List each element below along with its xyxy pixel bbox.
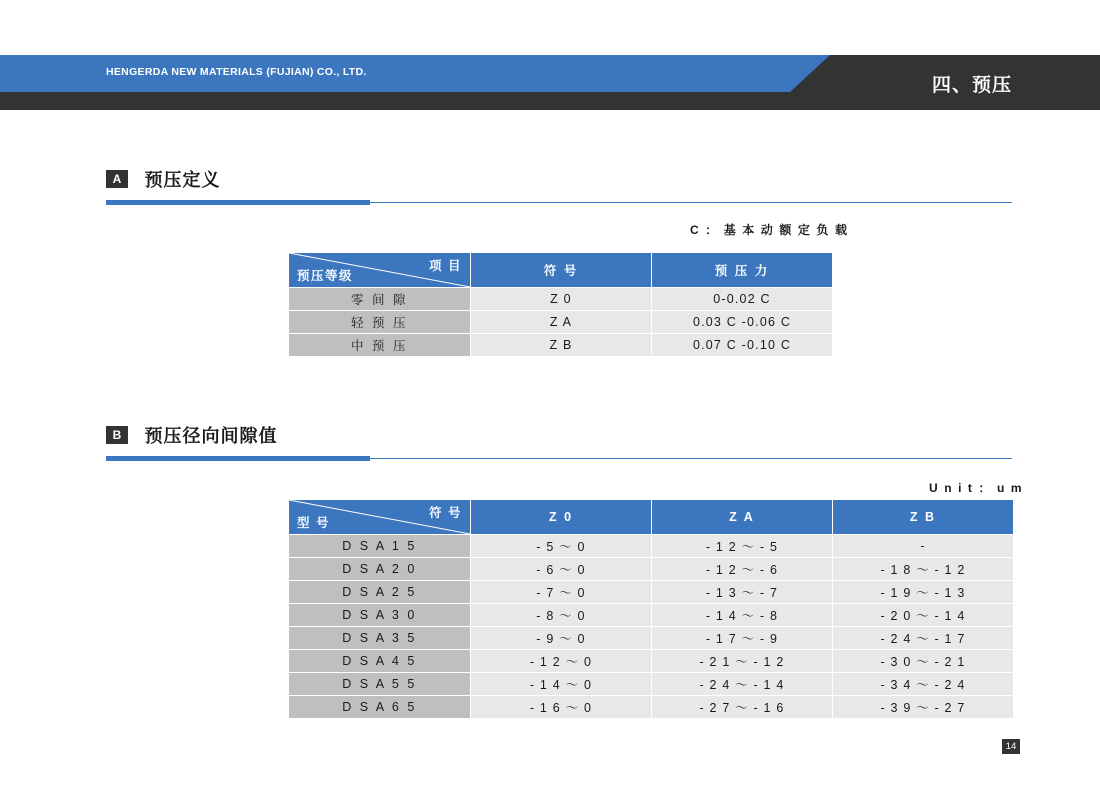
table-b-row7-model: D S A 6 5 bbox=[289, 696, 471, 719]
table-b-row6-zb: - 3 4 ～ - 2 4 bbox=[833, 673, 1014, 696]
table-b-row7-za: - 2 7 ～ - 1 6 bbox=[652, 696, 833, 719]
table-b-corner-topright: 符 号 bbox=[429, 506, 462, 520]
table-row bbox=[289, 334, 833, 357]
table-a-row1-level: 轻 预 压 bbox=[289, 311, 471, 334]
table-row bbox=[289, 696, 1014, 719]
table-b-row5-model: D S A 4 5 bbox=[289, 650, 471, 673]
table-a-row2-force: 0.07 C -0.10 C bbox=[652, 334, 833, 357]
table-b-row3-za: - 1 4 ～ - 8 bbox=[652, 604, 833, 627]
table-a-row2-level: 中 预 压 bbox=[289, 334, 471, 357]
table-b-row0-za: - 1 2 ～ - 5 bbox=[652, 535, 833, 558]
table-a-corner-cell bbox=[289, 253, 471, 288]
table-a-corner-bottomleft: 预压等级 bbox=[297, 269, 354, 283]
table-row bbox=[289, 288, 833, 311]
table-row bbox=[289, 535, 1014, 558]
table-b-row4-model: D S A 3 5 bbox=[289, 627, 471, 650]
table-a-row2-symbol: Z B bbox=[471, 334, 652, 357]
table-row bbox=[289, 558, 1014, 581]
section-b-heading bbox=[106, 422, 1012, 461]
section-a-rule-thick bbox=[106, 200, 370, 205]
table-row bbox=[289, 627, 1014, 650]
table-a-row0-symbol: Z 0 bbox=[471, 288, 652, 311]
table-row bbox=[289, 673, 1014, 696]
section-b-title: 预压径向间隙值 bbox=[144, 426, 278, 446]
table-b-row1-z0: - 6 ～ 0 bbox=[471, 558, 652, 581]
table-b-caption: U n i t ： u m bbox=[929, 481, 1024, 495]
table-a-caption: C ： 基 本 动 额 定 负 载 bbox=[690, 223, 849, 237]
table-row bbox=[289, 650, 1014, 673]
table-b-row1-za: - 1 2 ～ - 6 bbox=[652, 558, 833, 581]
section-b-badge: B bbox=[106, 426, 128, 444]
table-a-row1-symbol: Z A bbox=[471, 311, 652, 334]
table-b-row2-zb: - 1 9 ～ - 1 3 bbox=[833, 581, 1014, 604]
table-a-header-row bbox=[289, 253, 833, 288]
radial-clearance-table bbox=[288, 499, 1014, 719]
table-b-row2-z0: - 7 ～ 0 bbox=[471, 581, 652, 604]
table-b-corner-bottomleft: 型 号 bbox=[297, 516, 330, 530]
section-b-rule bbox=[106, 456, 1012, 461]
table-b-row6-z0: - 1 4 ～ 0 bbox=[471, 673, 652, 696]
section-b-rule-thick bbox=[106, 456, 370, 461]
table-b-row7-z0: - 1 6 ～ 0 bbox=[471, 696, 652, 719]
section-a-badge: A bbox=[106, 170, 128, 188]
table-b-row2-model: D S A 2 5 bbox=[289, 581, 471, 604]
table-b-corner-cell bbox=[289, 500, 471, 535]
table-b-row4-za: - 1 7 ～ - 9 bbox=[652, 627, 833, 650]
table-b-row3-z0: - 8 ～ 0 bbox=[471, 604, 652, 627]
table-b-row5-za: - 2 1 ～ - 1 2 bbox=[652, 650, 833, 673]
table-b-row4-zb: - 2 4 ～ - 1 7 bbox=[833, 627, 1014, 650]
table-b-row0-z0: - 5 ～ 0 bbox=[471, 535, 652, 558]
table-b-row7-zb: - 3 9 ～ - 2 7 bbox=[833, 696, 1014, 719]
table-b-row3-zb: - 2 0 ～ - 1 4 bbox=[833, 604, 1014, 627]
table-b-row1-zb: - 1 8 ～ - 1 2 bbox=[833, 558, 1014, 581]
table-row bbox=[289, 581, 1014, 604]
section-a-heading bbox=[106, 166, 1012, 205]
table-b-row5-zb: - 3 0 ～ - 2 1 bbox=[833, 650, 1014, 673]
chapter-title: 四、预压 bbox=[931, 75, 1012, 96]
table-a-row0-level: 零 间 隙 bbox=[289, 288, 471, 311]
table-b-row5-z0: - 1 2 ～ 0 bbox=[471, 650, 652, 673]
table-b-header-row bbox=[289, 500, 1014, 535]
table-b-row4-z0: - 9 ～ 0 bbox=[471, 627, 652, 650]
page-number: 14 bbox=[1002, 739, 1020, 754]
preload-definition-table bbox=[288, 252, 833, 357]
table-b-row1-model: D S A 2 0 bbox=[289, 558, 471, 581]
table-b-row6-model: D S A 5 5 bbox=[289, 673, 471, 696]
table-a-header-symbol: 符 号 bbox=[471, 253, 652, 288]
table-b-header-za: Z A bbox=[652, 500, 833, 535]
section-a-title: 预压定义 bbox=[144, 170, 221, 190]
company-name: HENGERDA NEW MATERIALS (FUJIAN) CO., LTD. bbox=[106, 66, 367, 78]
table-b-row6-za: - 2 4 ～ - 1 4 bbox=[652, 673, 833, 696]
table-a-row0-force: 0-0.02 C bbox=[652, 288, 833, 311]
table-b-header-z0: Z 0 bbox=[471, 500, 652, 535]
table-row bbox=[289, 311, 833, 334]
table-b-row0-zb: - bbox=[833, 535, 1014, 558]
section-a-rule bbox=[106, 200, 1012, 205]
table-a-header-force: 预 压 力 bbox=[652, 253, 833, 288]
table-b-header-zb: Z B bbox=[833, 500, 1014, 535]
table-a-row1-force: 0.03 C -0.06 C bbox=[652, 311, 833, 334]
table-a-corner-topright: 项 目 bbox=[429, 259, 462, 273]
table-b-row3-model: D S A 3 0 bbox=[289, 604, 471, 627]
table-b-row0-model: D S A 1 5 bbox=[289, 535, 471, 558]
page-header bbox=[0, 55, 1100, 110]
table-row bbox=[289, 604, 1014, 627]
table-b-row2-za: - 1 3 ～ - 7 bbox=[652, 581, 833, 604]
